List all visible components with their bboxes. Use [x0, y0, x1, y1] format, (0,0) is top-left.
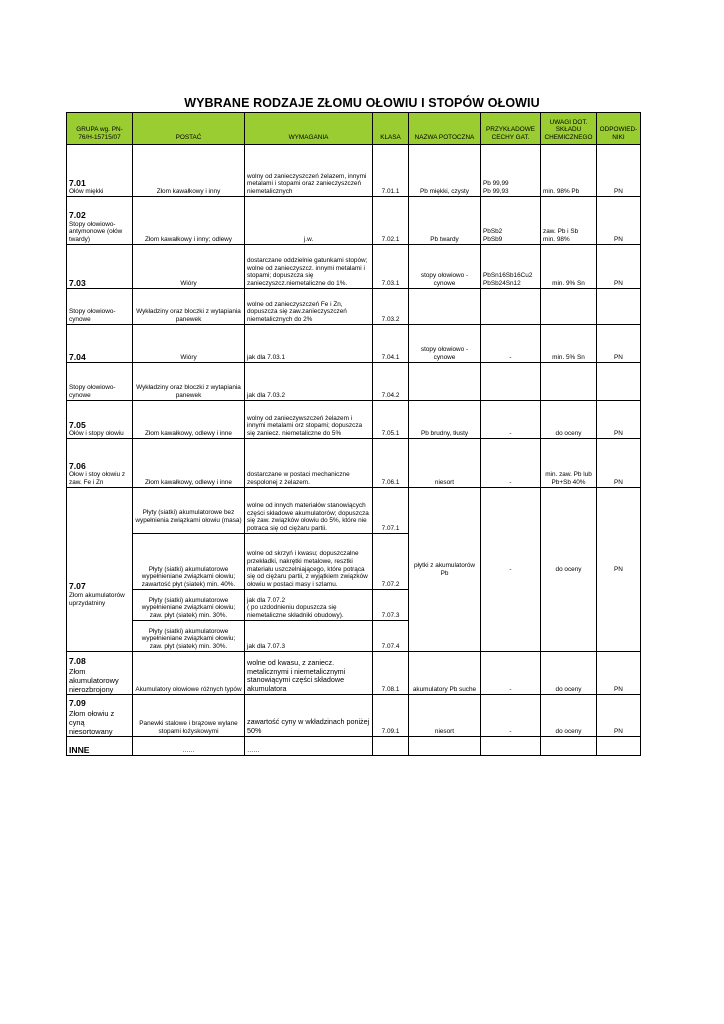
requirements-cell: jak dla 7.03.1	[245, 325, 373, 363]
requirements-cell: wolne od innych materiałów stanowiących części składowe akumulatorów; dopuszcza się zaw. związków ołowiu do 5%, które nie potraca się od ciężaru partii.	[245, 488, 373, 534]
requirements-cell: dostarczane w postaci mechaniczne zespolonej z żelazem.	[245, 439, 373, 488]
empty-cell	[409, 363, 481, 401]
common-name-cell: Pb twardy	[409, 197, 481, 245]
form-cell: Płyty (siatki) akumulatorowe wypełnieniane związkami ołowiu; zaw. płyt (siatek) min. 30%.	[133, 621, 245, 652]
group-code: 7.06	[69, 460, 86, 471]
group-cell	[67, 737, 133, 756]
class-cell: 7.06.1	[373, 439, 409, 488]
chemical-notes-cell: do oceny	[541, 695, 597, 737]
header-row	[67, 113, 641, 145]
requirements-cell: j.w.	[245, 197, 373, 245]
empty-cell	[373, 737, 409, 756]
class-cell: 7.04.1	[373, 325, 409, 363]
group-label: Ołow i stoy ołowiu z zaw. Fe i Zn	[69, 471, 126, 487]
table-row	[67, 488, 641, 534]
chemical-notes-cell: do oceny	[541, 652, 597, 695]
group-label: Ołów miękki	[69, 188, 104, 196]
empty-cell	[597, 289, 641, 325]
class-cell: 7.07.1	[373, 488, 409, 534]
header-nazwa: NAZWA POTOCZNA	[409, 113, 481, 145]
requirements-cell: wolny od zanieczyszczeń żelazem, innymi metalami i stopami oraz zanieczyszczeń niemetalicznych	[245, 145, 373, 197]
table-row	[67, 695, 641, 737]
table-row	[67, 401, 641, 439]
table-row	[67, 363, 641, 401]
equivalents-cell: PN	[597, 695, 641, 737]
group-cell	[67, 652, 133, 695]
requirements-cell: ……	[245, 737, 373, 756]
chemical-notes-cell: do oceny	[541, 488, 597, 652]
equivalents-cell: PN	[597, 197, 641, 245]
chemical-notes-cell: min. zaw. Pb lub Pb+Sb 40%	[541, 439, 597, 488]
form-cell: Płyty (siatki) akumulatorowe bez wypełnienia związkami ołowiu (masa)	[133, 488, 245, 534]
empty-cell	[409, 737, 481, 756]
chemical-notes-cell: zaw. Pb i Sb min. 98%	[541, 197, 597, 245]
common-name-cell: stopy ołowiowo - cynowe	[409, 245, 481, 289]
group-label: Stopy ołowiowo-cynowe	[69, 384, 116, 400]
document-title: WYBRANE RODZAJE ZŁOMU OŁOWIU I STOPÓW OŁOWIU	[184, 96, 540, 110]
group-label: Stopy ołowiowo-antymonowe (ołów twardy)	[69, 220, 123, 244]
form-cell: Wióry	[133, 245, 245, 289]
group-cell	[67, 488, 133, 652]
group-label: Złom akumulatorowy nierozbrojony	[69, 666, 119, 694]
group-label: Ołów i stopy ołowiu	[69, 430, 124, 438]
class-cell: 7.09.1	[373, 695, 409, 737]
form-cell: Złom kawałkowy, odlewy i inne	[133, 439, 245, 488]
table-row	[67, 245, 641, 289]
common-name-cell: niesort	[409, 439, 481, 488]
group-code: 7.01	[69, 177, 86, 188]
empty-cell	[541, 363, 597, 401]
empty-cell	[597, 737, 641, 756]
header-wymagania: WYMAGANIA	[245, 113, 373, 145]
header-odp: ODPOWIED-NIKI	[597, 113, 641, 145]
table-row	[67, 325, 641, 363]
group-label: Złom akumulatorów uprzydatniny	[69, 591, 125, 607]
group-cell	[67, 289, 133, 325]
requirements-cell: zawartość cyny w wkładzinach poniżej 50%	[245, 695, 373, 737]
header-grupa: GRUPA wg. PN-76/H-15715/07	[67, 113, 133, 145]
group-code: 7.08	[69, 656, 86, 667]
requirements-cell: jak dla 7.03.2	[245, 363, 373, 401]
class-cell: 7.05.1	[373, 401, 409, 439]
example-grades-cell: PbSb2 PbSb9	[481, 197, 541, 245]
empty-cell	[481, 737, 541, 756]
equivalents-cell: PN	[597, 325, 641, 363]
form-cell: Złom kawałkowy, odlewy i inne	[133, 401, 245, 439]
group-code: 7.07	[69, 581, 86, 592]
form-cell: Wióry	[133, 325, 245, 363]
group-code: 7.09	[69, 698, 86, 709]
equivalents-cell: PN	[597, 439, 641, 488]
chemical-notes-cell: min. 98% Pb	[541, 145, 597, 197]
common-name-cell: niesort	[409, 695, 481, 737]
group-cell	[67, 197, 133, 245]
group-code: 7.04	[69, 351, 86, 362]
example-grades-cell: -	[481, 488, 541, 652]
group-label: Złom ołowiu z cyną niesortowany	[69, 708, 115, 736]
requirements-cell: dostarczane oddzielnie gatunkami stopów; wolne od zanieczyszcz. innymi metalami i stopami; dopuszcza się zanieczyszcz.niemetaliczne do 1%.	[245, 245, 373, 289]
group-code: 7.02	[69, 210, 86, 221]
class-cell: 7.07.4	[373, 621, 409, 652]
form-cell: Panewki stalowe i brązowe wylane stopami łożyskowymi	[133, 695, 245, 737]
header-postac: POSTAĆ	[133, 113, 245, 145]
empty-cell	[597, 363, 641, 401]
group-cell	[67, 695, 133, 737]
empty-cell	[481, 363, 541, 401]
header-przyklad: PRZYKŁADOWE CECHY GAT.	[481, 113, 541, 145]
common-name-cell: akumulatory Pb suche	[409, 652, 481, 695]
example-grades-cell: -	[481, 325, 541, 363]
table-row	[67, 737, 641, 756]
class-cell: 7.03.2	[373, 289, 409, 325]
form-cell: Akumulatory ołowiowe różnych typów	[133, 652, 245, 695]
class-cell: 7.03.1	[373, 245, 409, 289]
group-code: 7.05	[69, 419, 86, 430]
table-row	[67, 145, 641, 197]
group-cell	[67, 439, 133, 488]
equivalents-cell: PN	[597, 145, 641, 197]
equivalents-cell: PN	[597, 652, 641, 695]
chemical-notes-cell: do oceny	[541, 401, 597, 439]
form-cell: ……	[133, 737, 245, 756]
group-cell	[67, 245, 133, 289]
example-grades-cell: -	[481, 652, 541, 695]
form-cell: Złom kawałkowy i inny; odlewy	[133, 197, 245, 245]
class-cell: 7.02.1	[373, 197, 409, 245]
common-name-cell: stopy ołowiowo - cynowe	[409, 325, 481, 363]
group-cell	[67, 325, 133, 363]
equivalents-cell: PN	[597, 245, 641, 289]
group-code: INNE	[69, 744, 90, 755]
requirements-cell: wolny od zanieczywszczeń żelazem i innymi metalami orz stopami; dopuszcza się zaniecz. niemetaliczne do 5%	[245, 401, 373, 439]
example-grades-cell: PbSn16Sb16Cu2 PbSb24Sn12	[481, 245, 541, 289]
scrap-types-table	[66, 112, 641, 756]
class-cell: 7.04.2	[373, 363, 409, 401]
common-name-cell: Pb miękki, czysty	[409, 145, 481, 197]
form-cell: Płyty (siatki) akumulatorowe wypełnieniane związkami ołowiu; zaw. płyt (siatek) min. 30%.	[133, 590, 245, 621]
requirements-cell: jak dla 7.07.3	[245, 621, 373, 652]
class-cell: 7.01.1	[373, 145, 409, 197]
common-name-cell: płytki z akumulatorów Pb	[409, 488, 481, 652]
group-cell	[67, 401, 133, 439]
table-row	[67, 439, 641, 488]
group-cell	[67, 145, 133, 197]
class-cell: 7.07.3	[373, 590, 409, 621]
empty-cell	[541, 289, 597, 325]
requirements-cell: wolne od zanieczyszczeń Fe i Zn, dopuszcza się zaw.zanieczyszczeń niemetalicznych do 2%	[245, 289, 373, 325]
empty-cell	[481, 289, 541, 325]
group-cell	[67, 363, 133, 401]
example-grades-cell: Pb 99,99 Pb 99,93	[481, 145, 541, 197]
form-cell: Wykładziny oraz bloczki z wytapiania panewek	[133, 363, 245, 401]
common-name-cell: Pb brudny, tłusty	[409, 401, 481, 439]
header-uwagi: UWAGI DOT. SKŁADU CHEMICZNEGO	[541, 113, 597, 145]
table-row	[67, 652, 641, 695]
table-row	[67, 289, 641, 325]
requirements-cell: wolne od kwasu, z zaniecz. metalicznymi i niemetalicznymi stanowiącymi części składowe akumulatora	[245, 652, 373, 695]
equivalents-cell: PN	[597, 401, 641, 439]
example-grades-cell: -	[481, 439, 541, 488]
chemical-notes-cell: min. 9% Sn	[541, 245, 597, 289]
group-code: 7.03	[69, 277, 86, 288]
table-row	[67, 197, 641, 245]
requirements-cell: wolne od skrzyń i kwasu; dopuszczalne przekładki, nakrętki metalowe, resztki materiału uszczelniającego, które potrąca się od ciężaru partii, z wyjątkiem związków ołowiu w postaci masy i szlamu.	[245, 534, 373, 590]
equivalents-cell: PN	[597, 488, 641, 652]
class-cell: 7.07.2	[373, 534, 409, 590]
example-grades-cell: -	[481, 695, 541, 737]
class-cell: 7.08.1	[373, 652, 409, 695]
group-label: Stopy ołowiowo-cynowe	[69, 308, 116, 324]
empty-cell	[541, 737, 597, 756]
header-klasa: KLASA	[373, 113, 409, 145]
empty-cell	[409, 289, 481, 325]
example-grades-cell: -	[481, 401, 541, 439]
requirements-cell: jak dla 7.07.2 ( po uzdodnieniu dopuszcza się niemetaliczne składniki obudowy).	[245, 590, 373, 621]
form-cell: Złom kawałkowy i inny	[133, 145, 245, 197]
form-cell: Płyty (siatki) akumulatorowe wypełnieniane związkami ołowiu; zawartość płyt (siatek) min. 40%.	[133, 534, 245, 590]
form-cell: Wykładziny oraz bloczki z wytapiania panewek	[133, 289, 245, 325]
chemical-notes-cell: min. 5% Sn	[541, 325, 597, 363]
